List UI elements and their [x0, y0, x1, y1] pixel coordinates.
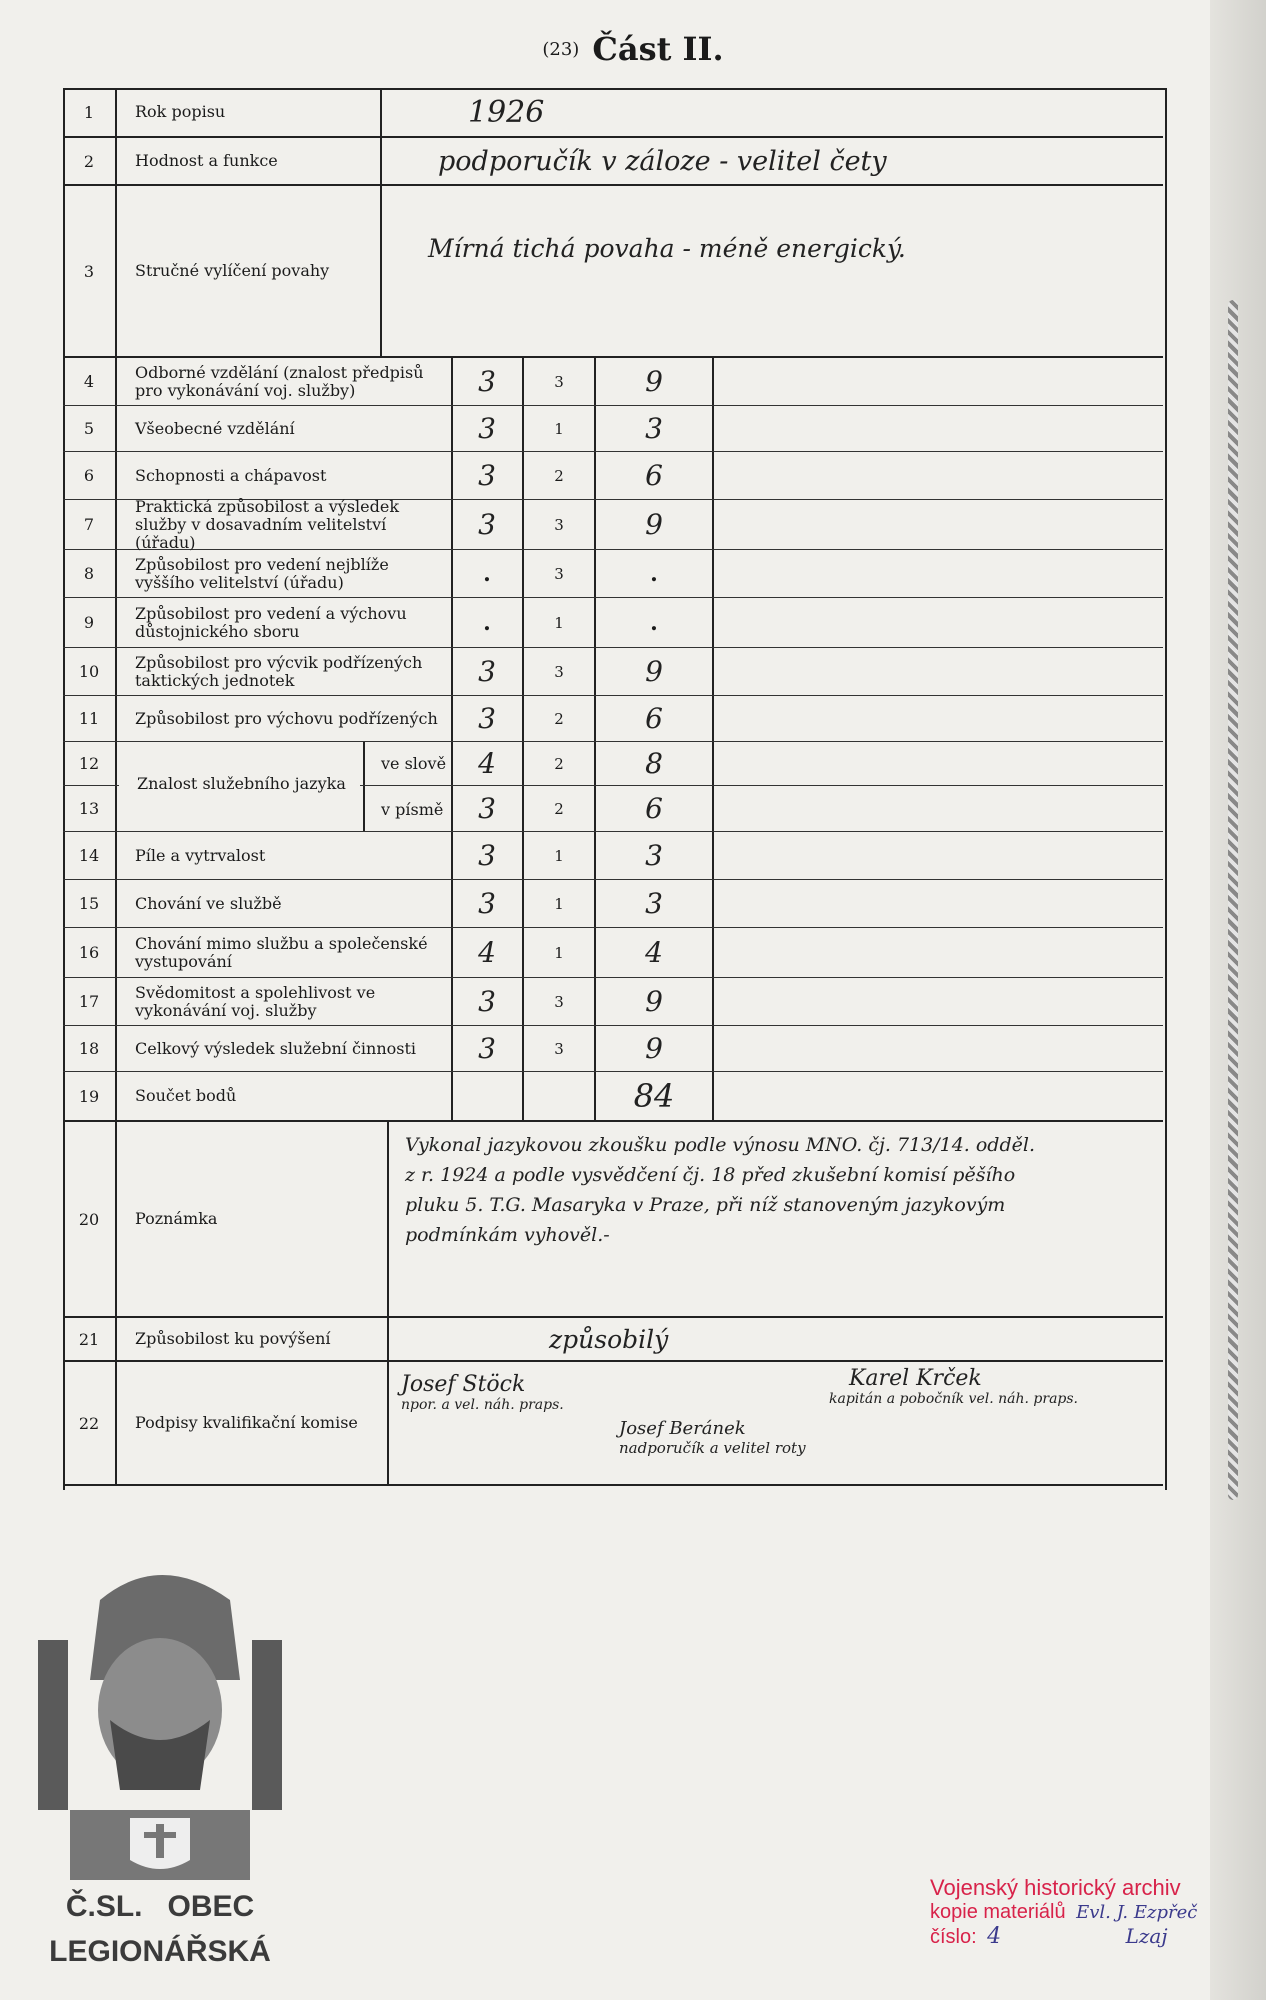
page-number: (23) — [542, 38, 580, 60]
score-grade: 3 — [452, 786, 524, 831]
stamp-line3: číslo: — [930, 1926, 977, 1948]
score-grade: 3 — [452, 978, 524, 1025]
form-row-16 — [63, 928, 1163, 978]
form-row-21 — [63, 1318, 1163, 1362]
logo-line3: LEGIONÁŘSKÁ — [49, 1935, 271, 1968]
score-weight: 3 — [524, 358, 596, 405]
score-points: 6 — [596, 786, 714, 831]
remark-line: pluku 5. T.G. Masaryka v Praze, při níž stanoveným jazykovým — [405, 1194, 1006, 1216]
score-points: 6 — [596, 696, 714, 741]
form-row-5 — [63, 406, 1163, 452]
rank-value: podporučík v záloze - velitel čety — [438, 145, 887, 177]
row-label: Hodnost a funkce — [117, 138, 382, 184]
row-number: 15 — [63, 880, 117, 927]
logo-line1: Č.SL. — [65, 1890, 143, 1923]
row-label: Způsobilost pro výcvik podřízených taktických jednotek — [117, 648, 453, 695]
row-number: 21 — [63, 1318, 117, 1360]
row-label: Poznámka — [117, 1122, 389, 1316]
label-divider — [363, 742, 365, 785]
form-row-18 — [63, 1026, 1163, 1072]
score-points: 6 — [596, 452, 714, 499]
score-weight: 2 — [524, 452, 596, 499]
row-number: 11 — [63, 696, 117, 741]
score-points: 9 — [596, 978, 714, 1025]
form-row-15 — [63, 880, 1163, 928]
row-number: 9 — [63, 598, 117, 647]
row-value-cell — [382, 186, 1163, 356]
row-number: 3 — [63, 186, 117, 356]
row-label: v písmě — [381, 800, 444, 819]
score-weight-empty — [524, 1072, 596, 1120]
row-number: 6 — [63, 452, 117, 499]
row-label: Schopnosti a chápavost — [117, 452, 453, 499]
score-weight: 1 — [524, 406, 596, 451]
form-row-3 — [63, 186, 1163, 358]
row-label: Svědomitost a spolehlivost ve vykonávání voj. služby — [117, 978, 453, 1025]
score-grade: 3 — [452, 452, 524, 499]
score-points: 3 — [596, 406, 714, 451]
row-label: Rok popisu — [117, 88, 382, 136]
row-label: Chování mimo službu a společenské vystupování — [117, 928, 453, 977]
signature-title: npor. a vel. náh. praps. — [401, 1397, 564, 1413]
row-label: Způsobilost pro vedení a výchovu důstojnického sboru — [117, 598, 453, 647]
score-weight: 3 — [524, 500, 596, 549]
score-weight: 2 — [524, 742, 596, 785]
row-number: 20 — [63, 1122, 117, 1316]
logo-text-top — [30, 1890, 290, 1924]
year-value: 1926 — [468, 94, 545, 130]
page-heading — [0, 30, 1266, 68]
score-grade: . — [452, 550, 524, 597]
signature-block-3 — [619, 1418, 806, 1457]
form-row-8 — [63, 550, 1163, 598]
row-label: Praktická způsobilost a výsledek služby v dosavadním velitelství (úřadu) — [117, 500, 453, 549]
signature: Josef Stöck — [401, 1372, 526, 1397]
stamp-number: 4 — [987, 1924, 1002, 1949]
score-grade: 3 — [452, 500, 524, 549]
form-row-9 — [63, 598, 1163, 648]
label-divider — [363, 786, 365, 831]
score-grade: 3 — [452, 696, 524, 741]
row-number: 4 — [63, 358, 117, 405]
score-grade: 3 — [452, 358, 524, 405]
score-weight: 3 — [524, 648, 596, 695]
row-number: 17 — [63, 978, 117, 1025]
row-label: Způsobilost pro výchovu podřízených — [117, 696, 453, 741]
score-weight: 1 — [524, 598, 596, 647]
score-weight: 2 — [524, 786, 596, 831]
signatures-cell — [389, 1362, 1163, 1484]
row-number: 18 — [63, 1026, 117, 1071]
signature-block-2 — [829, 1366, 1078, 1407]
page-edge-shadow — [1210, 0, 1266, 2000]
form-row-4 — [63, 358, 1163, 406]
stamp-signature: Lzaj — [1125, 1924, 1168, 1948]
row-value-cell — [382, 88, 1163, 136]
row-number: 12 — [63, 742, 117, 785]
form-row-20 — [63, 1122, 1163, 1318]
row-number: 13 — [63, 786, 117, 831]
form-row-14 — [63, 832, 1163, 880]
remark-line: podmínkám vyhověl.- — [405, 1224, 610, 1246]
stamp-handwriting: Evl. J. Ezpřeč — [1076, 1902, 1198, 1923]
score-grade-empty — [452, 1072, 524, 1120]
row-label: Chování ve službě — [117, 880, 453, 927]
signature-title: nadporučík a velitel roty — [619, 1439, 806, 1457]
score-points: 9 — [596, 1026, 714, 1071]
form-row-11 — [63, 696, 1163, 742]
row-label: Píle a vytrvalost — [117, 832, 453, 879]
row-label: Celkový výsledek služební činnosti — [117, 1026, 453, 1071]
row-number: 5 — [63, 406, 117, 451]
row-label: Podpisy kvalifikační komise — [117, 1362, 389, 1484]
row-label: Všeobecné vzdělání — [117, 406, 453, 451]
binding-cord — [1228, 300, 1238, 1500]
archive-stamp — [930, 1875, 1260, 1995]
score-weight: 3 — [524, 978, 596, 1025]
row-number: 10 — [63, 648, 117, 695]
remark-line: Vykonal jazykovou zkoušku podle výnosu MNO. čj. 713/14. odděl. — [405, 1134, 1035, 1156]
promotion-value: způsobilý — [549, 1324, 669, 1354]
section-title: Část II. — [592, 30, 724, 68]
score-points: . — [596, 598, 714, 647]
row-number: 19 — [63, 1072, 117, 1120]
row-label: Způsobilost pro vedení nejblíže vyššího velitelství (úřadu) — [117, 550, 453, 597]
score-weight: 1 — [524, 832, 596, 879]
score-points: 4 — [596, 928, 714, 977]
signature: Josef Beránek — [619, 1418, 746, 1439]
row-label: Odborné vzdělání (znalost předpisů pro vykonávání voj. služby) — [117, 358, 453, 405]
score-grade: 4 — [452, 742, 524, 785]
score-weight: 1 — [524, 928, 596, 977]
score-points: 9 — [596, 500, 714, 549]
score-points: . — [596, 550, 714, 597]
stamp-line1: Vojenský historický archiv — [930, 1875, 1181, 1900]
score-points: 3 — [596, 880, 714, 927]
row-label: Způsobilost ku povýšení — [117, 1318, 389, 1360]
legion-logo — [30, 1560, 290, 1990]
score-points: 9 — [596, 358, 714, 405]
form-row-19 — [63, 1072, 1163, 1122]
row-value-cell — [382, 138, 1163, 184]
signature-title: kapitán a pobočník vel. náh. praps. — [829, 1391, 1079, 1407]
signature-block-1 — [401, 1372, 564, 1413]
row-number: 1 — [63, 88, 117, 136]
row-number: 16 — [63, 928, 117, 977]
form-row-10 — [63, 648, 1163, 696]
score-weight: 1 — [524, 880, 596, 927]
score-grade: 3 — [452, 406, 524, 451]
stamp-row2 — [930, 1901, 1260, 1924]
score-grade: 3 — [452, 832, 524, 879]
form-row-17 — [63, 978, 1163, 1026]
character-value: Mírná tichá povaha - méně energický. — [428, 234, 906, 263]
score-weight: 3 — [524, 550, 596, 597]
row-number: 7 — [63, 500, 117, 549]
form-row-6 — [63, 452, 1163, 500]
score-weight: 2 — [524, 696, 596, 741]
score-grade: 4 — [452, 928, 524, 977]
score-grade: 3 — [452, 648, 524, 695]
score-points: 3 — [596, 832, 714, 879]
row-label: Součet bodů — [117, 1072, 453, 1120]
row-number: 2 — [63, 138, 117, 184]
remark-cell — [389, 1122, 1163, 1316]
form-row-1 — [63, 88, 1163, 138]
row-number: 22 — [63, 1362, 117, 1484]
score-weight: 3 — [524, 1026, 596, 1071]
promotion-cell — [389, 1318, 1163, 1360]
score-points: 8 — [596, 742, 714, 785]
remark-line: z r. 1924 a podle vysvědčení čj. 18 před zkušební komisí pěšího — [405, 1164, 1016, 1186]
form-row-2 — [63, 138, 1163, 186]
row-number: 8 — [63, 550, 117, 597]
form-row-7 — [63, 496, 1163, 552]
stamp-line2: kopie materiálů — [930, 1901, 1066, 1923]
row-label: Stručné vylíčení povahy — [117, 186, 382, 356]
score-grade: 3 — [452, 1026, 524, 1071]
score-grade: 3 — [452, 880, 524, 927]
score-grade: . — [452, 598, 524, 647]
score-points: 9 — [596, 648, 714, 695]
row-label: ve slově — [381, 754, 447, 773]
signature: Karel Krček — [849, 1366, 982, 1391]
form-row-22 — [63, 1362, 1163, 1486]
group-label: Znalost služebního jazyka — [119, 762, 360, 806]
score-total: 84 — [596, 1072, 714, 1120]
stamp-row3 — [930, 1924, 1260, 1949]
row-number: 14 — [63, 832, 117, 879]
logo-line2: OBEC — [167, 1890, 255, 1923]
